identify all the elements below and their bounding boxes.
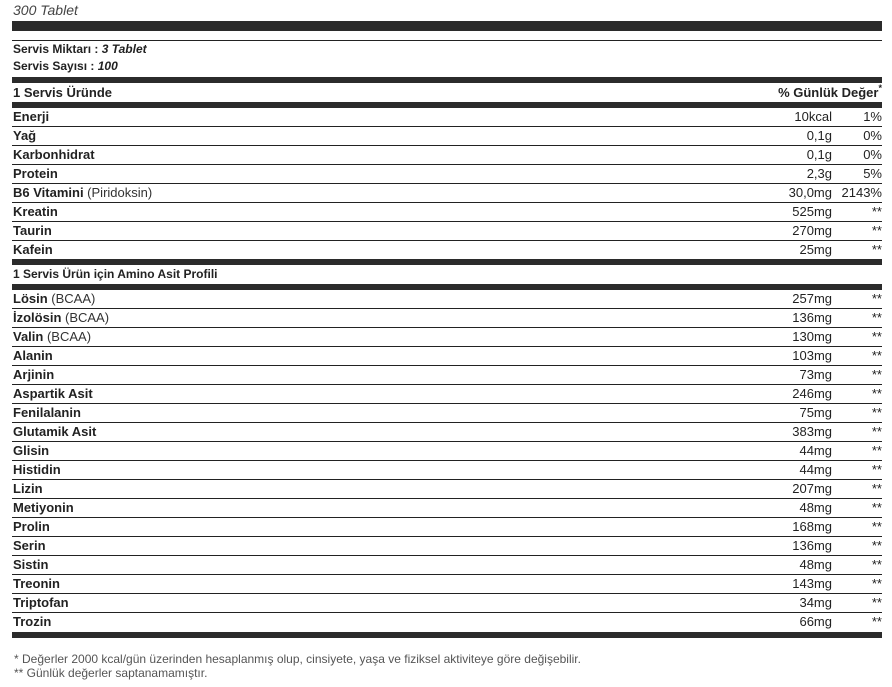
nutrient-name-text: Yağ [13,128,37,143]
amino-profile-title: 1 Servis Ürün için Amino Asit Profili [13,267,218,281]
nutrient-daily-value: ** [871,462,882,477]
table-row [12,184,882,203]
table-row [12,499,882,518]
nutrient-daily-value: ** [871,348,882,363]
per-serving-heading: 1 Servis Üründe [13,85,112,100]
table-row [12,537,882,556]
nutrient-name-text: B6 Vitamini [13,185,84,200]
nutrient-daily-value: ** [871,519,882,534]
nutrient-daily-value: ** [871,242,882,257]
nutrient-amount: 207mg [792,481,832,496]
nutrient-amount: 73mg [799,367,832,382]
nutrient-daily-value: ** [871,557,882,572]
nutrient-name [12,423,712,441]
nutrient-name [12,146,712,164]
nutrient-daily-value: ** [871,481,882,496]
nutrient-daily-value: 0% [863,147,882,162]
nutrient-daily-value: ** [871,291,882,306]
nutrient-note: (BCAA) [61,310,110,325]
table-row [12,613,882,631]
table-row [12,146,882,165]
servings-label: Servis Sayısı : [13,59,95,73]
nutrient-daily-value: 5% [863,166,882,181]
nutrient-daily-value: ** [871,367,882,382]
nutrient-amount: 0,1g [806,128,832,143]
nutrient-name-text: Lizin [13,481,43,496]
nutrient-name-text: Taurin [13,223,52,238]
nutrient-amount: 143mg [792,576,832,591]
nutrient-name-text: Karbonhidrat [13,147,95,162]
nutrient-daily-value: 2143% [841,185,882,200]
nutrient-daily-value: 0% [863,128,882,143]
nutrient-amount: 44mg [799,462,832,477]
nutrient-name [12,385,712,403]
nutrient-name-text: Kreatin [13,204,58,219]
table-row [12,203,882,222]
nutrient-amount: 0,1g [806,147,832,162]
nutrient-name [12,127,712,145]
nutrient-name [12,347,712,365]
amino-acid-list [12,290,882,631]
nutrient-name-text: Histidin [13,462,61,477]
nutrient-amount: 2,3g [806,166,832,181]
nutrient-name-text: Glutamik Asit [13,424,97,439]
nutrient-daily-value: ** [871,223,882,238]
nutrient-daily-value: ** [871,614,882,629]
nutrient-amount: 34mg [799,595,832,610]
nutrient-name [12,290,712,308]
nutrient-name [12,328,712,346]
nutrient-amount: 246mg [792,386,832,401]
table-row [12,241,882,259]
serving-size [12,41,882,58]
nutrient-amount: 130mg [792,329,832,344]
nutrient-name [12,499,712,517]
nutrient-amount: 75mg [799,405,832,420]
servings-per-container [12,58,882,75]
table-row [12,575,882,594]
nutrient-amount: 103mg [792,348,832,363]
nutrient-name [12,613,712,631]
nutrient-name [12,203,712,221]
divider-thick [12,21,882,31]
table-row [12,518,882,537]
nutrient-daily-value: ** [871,329,882,344]
nutrient-name-text: Treonin [13,576,60,591]
table-row [12,222,882,241]
servings-value: 100 [97,59,118,73]
nutrient-amount: 30,0mg [788,185,832,200]
nutrient-name-text: İzolösin [13,310,62,325]
serving-size-label: Servis Miktarı : [13,42,99,56]
table-row [12,328,882,347]
table-row [12,442,882,461]
table-row [12,385,882,404]
nutrient-name [12,594,712,612]
nutrient-daily-value: 1% [863,109,882,124]
table-row [12,423,882,442]
nutrient-amount: 48mg [799,500,832,515]
table-row [12,127,882,146]
daily-value-heading: % Günlük Değer* [778,83,882,100]
nutrient-name [12,442,712,460]
nutrient-amount: 270mg [792,223,832,238]
nutrient-amount: 257mg [792,291,832,306]
nutrient-name [12,309,712,327]
table-row [12,108,882,127]
nutrient-name [12,518,712,536]
nutrient-name [12,241,712,259]
nutrient-name-text: Kafein [13,242,53,257]
nutrient-amount: 66mg [799,614,832,629]
nutrient-name-text: Arjinin [13,367,55,382]
nutrient-amount: 168mg [792,519,832,534]
table-row [12,461,882,480]
nutrient-note: (BCAA) [43,329,92,344]
table-row [12,404,882,423]
nutrient-note: (BCAA) [47,291,96,306]
nutrient-daily-value: ** [871,443,882,458]
nutrient-name-text: Protein [13,166,58,181]
footnote-daily-value: * Değerler 2000 kcal/gün üzerinden hesaplanmış olup, cinsiyete, yaşa ve fiziksel aktiviteye göre değişebilir. [14,652,581,666]
nutrient-name [12,461,712,479]
table-row [12,347,882,366]
footnote-not-established: ** Günlük değerler saptanamamıştır. [14,666,208,680]
nutrition-facts-panel [12,0,882,680]
nutrient-name-text: Valin [13,329,44,344]
nutrient-name-text: Aspartik Asit [13,386,93,401]
nutrient-daily-value: ** [871,424,882,439]
nutrient-name-text: Trozin [13,614,52,629]
divider-line [12,31,882,41]
nutrient-name-text: Lösin [13,291,48,306]
nutrient-name-text: Alanin [13,348,53,363]
nutrient-amount: 383mg [792,424,832,439]
nutrient-amount: 25mg [799,242,832,257]
table-row [12,556,882,575]
nutrient-amount: 525mg [792,204,832,219]
nutrient-amount: 48mg [799,557,832,572]
nutrient-name [12,108,712,126]
nutrient-daily-value: ** [871,500,882,515]
nutrient-name [12,165,712,183]
nutrient-amount: 136mg [792,310,832,325]
nutrient-name-text: Serin [13,538,46,553]
nutrient-daily-value: ** [871,538,882,553]
nutrient-daily-value: ** [871,595,882,610]
table-row [12,165,882,184]
nutrient-name-text: Glisin [13,443,50,458]
nutrient-name [12,480,712,498]
nutrient-name-text: Enerji [13,109,50,124]
nutrient-name [12,184,712,202]
nutrient-daily-value: ** [871,405,882,420]
nutrient-name-text: Prolin [13,519,50,534]
package-size: 300 Tablet [13,2,78,18]
nutrient-name [12,556,712,574]
nutrient-name [12,537,712,555]
nutrient-name-text: Fenilalanin [13,405,81,420]
nutrient-name-text: Metiyonin [13,500,74,515]
table-row [12,480,882,499]
nutrient-daily-value: ** [871,204,882,219]
nutrient-name [12,366,712,384]
nutrient-amount: 44mg [799,443,832,458]
nutrient-amount: 136mg [792,538,832,553]
nutrient-amount: 10kcal [794,109,832,124]
table-row [12,594,882,613]
table-row [12,309,882,328]
nutrient-name [12,222,712,240]
nutrient-name [12,575,712,593]
serving-size-value: 3 Tablet [101,42,147,56]
nutrient-list [12,108,882,259]
column-header [12,83,882,102]
nutrient-daily-value: ** [871,576,882,591]
nutrient-daily-value: ** [871,386,882,401]
nutrient-daily-value: ** [871,310,882,325]
nutrient-name [12,404,712,422]
nutrient-name-text: Triptofan [13,595,69,610]
table-row [12,290,882,309]
nutrient-name-text: Sistin [13,557,49,572]
nutrient-note: (Piridoksin) [83,185,153,200]
table-row [12,366,882,385]
